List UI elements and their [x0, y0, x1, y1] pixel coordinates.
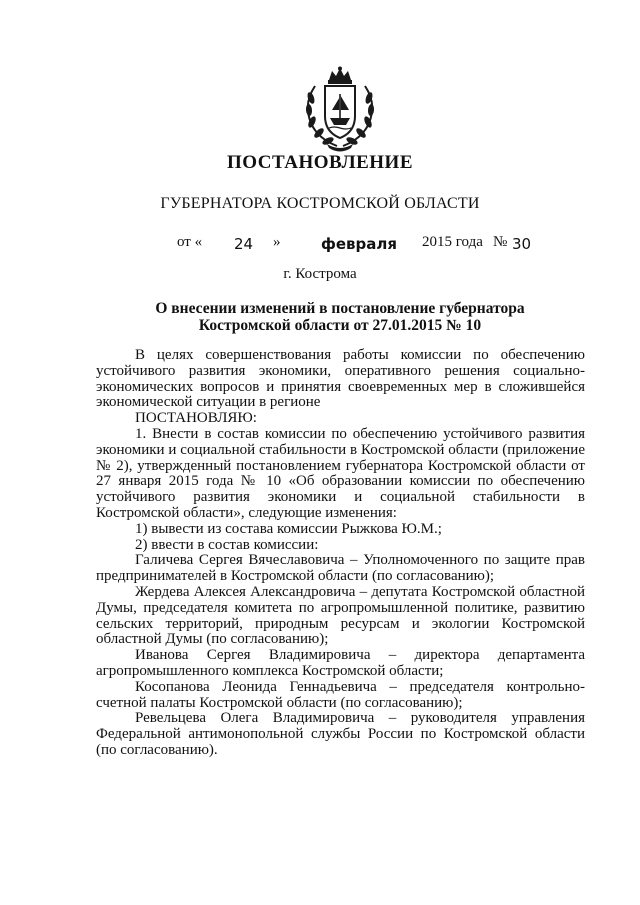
paragraph: 2) ввести в состав комиссии: [135, 536, 319, 553]
paragraph: Ревельцева Олега Владимировича – руководителя управления Федеральной антимонопольной службы России по Костромской области (по согласованию). [96, 710, 585, 758]
date-day: 24 [234, 235, 254, 253]
document-heading: О внесении изменений в постановление губернатора Костромской области от 27.01.2015 № 10 [155, 300, 525, 334]
date-prefix: от « [177, 234, 203, 250]
paragraph: В целях совершенствования работы комиссии по обеспечению устойчивого развития экономики, оперативного решения социально-экономических вопросов и принятия своевременных мер в сложившейся экономической ситуации в регионе [96, 347, 585, 411]
date-month: февраля [321, 235, 398, 253]
document-place: г. Кострома [283, 266, 357, 282]
date-year: 2015 года [422, 234, 483, 250]
document-title: ПОСТАНОВЛЕНИЕ [226, 152, 414, 173]
date-close-quote: » [273, 234, 281, 250]
paragraph: 1) вывести из состава комиссии Рыжкова Ю.М.; [135, 520, 442, 537]
paragraph: Коcопанова Леонида Геннадьевича – председателя контрольно-счетной палаты Костромской области (по согласованию); [96, 678, 585, 711]
date-line [0, 234, 640, 254]
document-body [96, 348, 585, 759]
paragraph: Жердева Алексея Александровича – депутата Костромской областной Думы, председателя комитета по агропромышленной политике, развитию сельских территорий, природным ресурсам и экологии Костромской областной Думы (по согласованию); [96, 583, 585, 648]
coat-of-arms-icon [301, 66, 379, 152]
document-number-label: № [493, 234, 508, 250]
paragraph: ПОСТАНОВЛЯЮ: [135, 410, 257, 427]
paragraph: 1. Внести в состав комиссии по обеспечению устойчивого развития экономики и социальной стабильности в Костромской области (приложение № 2), утвержденный постановлением губернатора Костромской области от 27 января 2015 года № 10 «Об образовании комиссии по обеспечению устойчивого развития экономики и социальной стабильности в Костромской области», следующие изменения: [96, 425, 585, 521]
paragraph: Галичева Сергея Вячеславовича – Уполномоченного по защите прав предпринимателей в Костромской области (по согласованию); [96, 552, 585, 585]
document-number: 30 [512, 235, 532, 253]
document-subtitle: ГУБЕРНАТОРА КОСТРОМСКОЙ ОБЛАСТИ [160, 195, 480, 212]
paragraph: Иванова Сергея Владимировича – директора департамента агропромышленного комплекса Костромской области; [96, 647, 585, 679]
